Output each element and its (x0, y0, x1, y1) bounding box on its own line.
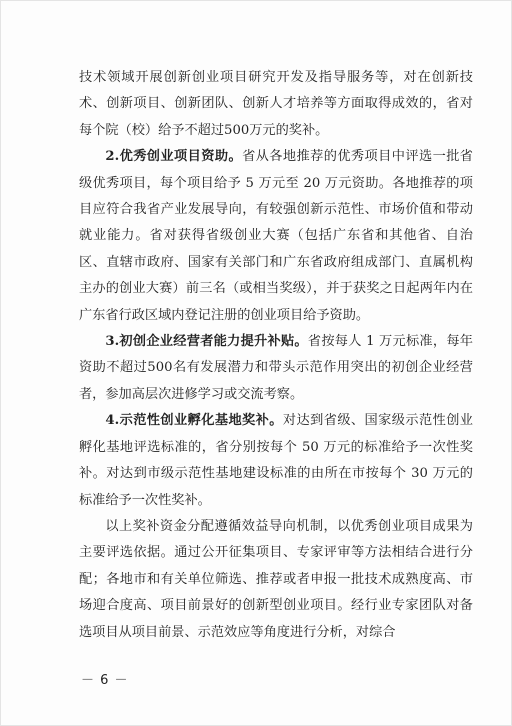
paragraph-heading: 4.示范性创业孵化基地奖补。 (105, 413, 283, 429)
paragraph-heading: 3.初创企业经营者能力提升补贴。 (105, 334, 308, 350)
paragraph-heading: 2.优秀创业项目资助。 (105, 149, 243, 165)
paragraph-text: 省从各地推荐的优秀项目中评选一批省级优秀项目，每个项目给予 5 万元至 20 万元资助。各地推荐的项目应符合我省产业发展导向，有较强创新示范性、市场价值和带动就业能力。省对获得省级创业大赛（包括广东省和其他省、自治区、直辖市政府、国家有关部门和广东省政府组成部门、直属机构主办的创业大赛）前三名（或相当奖级），并于获奖之日起两年内在广东省行政区域内登记注册的创业项目给予资助。 (79, 149, 473, 323)
document-body (79, 65, 473, 646)
paragraph-intro (79, 65, 473, 144)
paragraph-text: 以上奖补资金分配遵循效益导向机制，以优秀创业项目成果为主要评选依据。通过公开征集项目、专家评审等方法相结合进行分配；各地市和有关单位筛选、推荐或者申报一批技术成熟度高、市场迎合度高、项目前景好的创新型创业项目。经行业专家团队对备选项目从项目前景、示范效应等角度进行分析，对综合 (79, 518, 473, 640)
paragraph-item-4 (79, 408, 473, 514)
paragraph-text: 技术领域开展创新创业项目研究开发及指导服务等，对在创新技术、创新项目、创新团队、创新人才培养等方面取得成效的，省对每个院（校）给予不超过500万元的奖补。 (79, 70, 473, 138)
page-number: － 6 － (81, 673, 129, 688)
paragraph-item-2 (79, 144, 473, 329)
paragraph-text: 对达到省级、国家级示范性创业孵化基地评选标准的，省分别按每个 50 万元的标准给予一次性奖补。对达到市级示范性基地建设标准的由所在市按每个 30 万元的标准给予一次性奖补。 (79, 413, 473, 508)
paragraph-summary (79, 514, 473, 646)
paragraph-text: 省按每人 1 万元标准，每年资助不超过500名有发展潜力和带头示范作用突出的初创企业经营者，参加高层次进修学习或交流考察。 (79, 334, 473, 402)
paragraph-item-3 (79, 329, 473, 408)
